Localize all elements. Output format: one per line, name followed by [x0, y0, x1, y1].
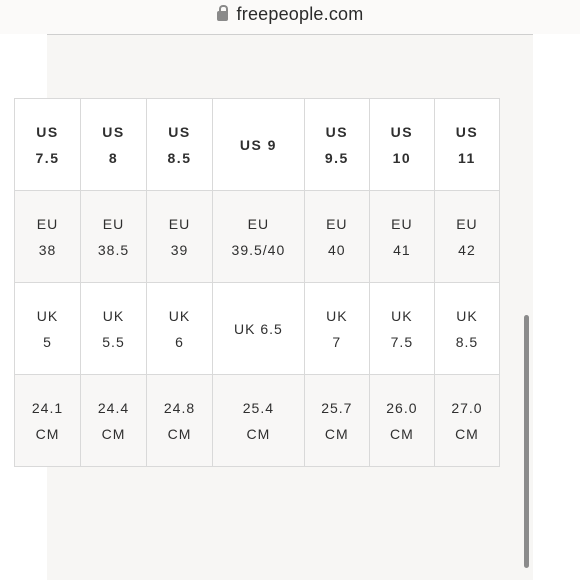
eu-size-row — [15, 191, 500, 283]
size-cell: US 9 — [213, 99, 305, 191]
size-cell: US 8.5 — [147, 99, 213, 191]
size-cell: US 10 — [369, 99, 434, 191]
size-cell: UK 6.5 — [213, 283, 305, 375]
size-cell: 24.1 CM — [15, 375, 81, 467]
right-margin — [533, 0, 580, 580]
uk-size-row — [15, 283, 500, 375]
url-text: freepeople.com — [236, 4, 364, 24]
size-cell: EU 39.5/40 — [213, 191, 305, 283]
size-cell: UK 7.5 — [369, 283, 434, 375]
size-cell: EU 39 — [147, 191, 213, 283]
size-cell: UK 8.5 — [434, 283, 499, 375]
size-cell: 26.0 CM — [369, 375, 434, 467]
size-cell: EU 40 — [304, 191, 369, 283]
address-bar[interactable] — [0, 0, 580, 34]
size-chart — [31, 98, 533, 468]
size-cell: UK 5 — [15, 283, 81, 375]
size-cell: US 8 — [81, 99, 147, 191]
us-size-row — [15, 99, 500, 191]
size-cell: 24.8 CM — [147, 375, 213, 467]
cm-size-row — [15, 375, 500, 467]
vertical-scrollbar[interactable] — [524, 315, 529, 568]
size-cell: 27.0 CM — [434, 375, 499, 467]
size-cell: 25.7 CM — [304, 375, 369, 467]
size-cell: UK 6 — [147, 283, 213, 375]
url-display[interactable] — [0, 4, 580, 25]
size-cell: UK 7 — [304, 283, 369, 375]
size-cell: UK 5.5 — [81, 283, 147, 375]
size-cell: US 7.5 — [15, 99, 81, 191]
size-cell: EU 41 — [369, 191, 434, 283]
size-cell: 24.4 CM — [81, 375, 147, 467]
size-chart-table — [14, 98, 500, 467]
size-cell: US 11 — [434, 99, 499, 191]
size-cell: US 9.5 — [304, 99, 369, 191]
size-cell: EU 42 — [434, 191, 499, 283]
size-cell: EU 38 — [15, 191, 81, 283]
lock-icon — [217, 11, 228, 21]
size-cell: EU 38.5 — [81, 191, 147, 283]
size-cell: 25.4 CM — [213, 375, 305, 467]
